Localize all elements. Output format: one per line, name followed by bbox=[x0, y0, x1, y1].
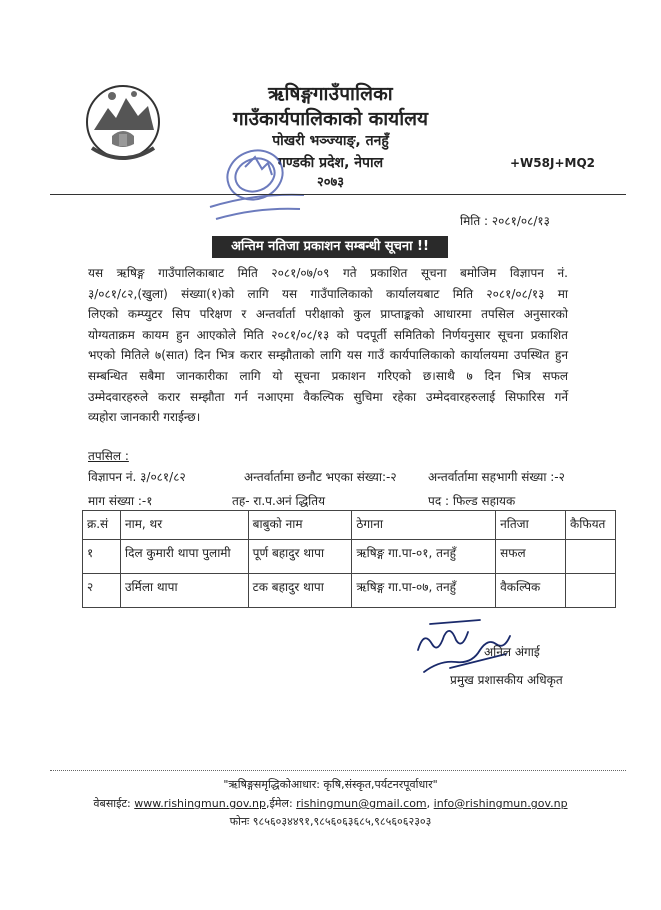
header-divider bbox=[50, 194, 626, 195]
email-link-2[interactable]: info@rishingmun.gov.np bbox=[433, 797, 568, 810]
cell-remarks bbox=[566, 574, 616, 608]
website-label: वेबसाईट: bbox=[93, 797, 131, 810]
established-year: २०७३ bbox=[316, 175, 345, 190]
cell-name: दिल कुमारी थापा पुलामी bbox=[120, 540, 248, 574]
details-label: तपसिल : bbox=[88, 449, 129, 463]
office-stamp bbox=[200, 145, 310, 225]
cell-father-name: टक बहादुर थापा bbox=[248, 574, 352, 608]
cell-result: सफल bbox=[496, 540, 566, 574]
cell-result: वैकल्पिक bbox=[496, 574, 566, 608]
header-father-name: बाबुको नाम bbox=[248, 511, 352, 540]
body-line: यस ऋषिङ्ग गाउँपालिकाबाट मिति २०८१/०७/०९ गते प्रकाशित सूचना बमोजिम विज्ञापन नं. bbox=[88, 266, 568, 280]
cell-address: ऋषिङ्ग गा.पा-०७, तनहुँ bbox=[352, 574, 496, 608]
body-line: लिएको कम्प्युटर सिप परिक्षण र अन्तर्वार्ता परीक्षाको कुल प्राप्ताङ्कको आधारमा तपसिल अनुसारको bbox=[88, 307, 568, 322]
office-address: पोखरी भञ्ज्याङ्, तनहुँ bbox=[272, 133, 389, 149]
footer-divider bbox=[50, 770, 626, 771]
header-name: नाम, थर bbox=[120, 511, 248, 540]
header-result: नतिजा bbox=[496, 511, 566, 540]
notice-date: मिति : २०८१/०८/१३ bbox=[460, 214, 550, 228]
plus-code: +W58J+MQ2 bbox=[510, 156, 596, 170]
notice-title: अन्तिम नतिजा प्रकाशन सम्बन्धी सूचना !! bbox=[212, 236, 448, 258]
body-line: सम्बन्धित सबैमा जानकारीका लागि यो सूचना प्रकाशन गरिएको छ।साथै ७ दिन भित्र सफल bbox=[88, 368, 568, 383]
website-link[interactable]: www.rishingmun.gov.np bbox=[134, 797, 267, 810]
email-link-1[interactable]: rishingmun@gmail.com bbox=[296, 797, 427, 810]
results-table bbox=[82, 510, 616, 608]
cell-remarks bbox=[566, 540, 616, 574]
signatory-name: अनिल अंगाई bbox=[484, 645, 540, 659]
body-line: ३/०८१/८२,(खुला) संख्या(१)को लागि यस गाउँपालिकाको कार्यालयबाट मिति २०८१/०८/१३ मा bbox=[88, 286, 568, 301]
municipality-name: ऋषिङ्गगाउँपालिका bbox=[268, 83, 393, 105]
header-remarks: कैफियत bbox=[566, 511, 616, 540]
post-level: तह- रा.प.अनं द्धितिय bbox=[232, 494, 326, 508]
footer-contact-web bbox=[0, 796, 661, 811]
cell-serial: २ bbox=[83, 574, 121, 608]
post-name: पद : फिल्ड सहायक bbox=[428, 494, 516, 508]
body-line: भएको मितिले ७(सात) दिन भित्र करार सम्झौताको लागि यस गाउँ कार्यपालिकाको कार्यालयमा उपस्थित हुन bbox=[88, 348, 568, 363]
footer-phone: फोनः ९८५६०३४४९१,९८५६०६३६८५,९८५६०६२३०३ bbox=[229, 815, 432, 828]
cell-name: उर्मिला थापा bbox=[120, 574, 248, 608]
header-serial: क्र.सं bbox=[83, 511, 121, 540]
body-line: व्यहोरा जानकारी गराईन्छ। bbox=[88, 410, 201, 425]
cell-father-name: पूर्ण बहादुर थापा bbox=[248, 540, 352, 574]
ad-number: विज्ञापन नं. ३/०८१/८२ bbox=[88, 470, 186, 484]
table-header-row bbox=[83, 511, 616, 540]
footer-motto: "ऋषिङ्गसमृद्धिकोआधार: कृषि,संस्कृत,पर्यटनरपूर्वाधार" bbox=[223, 778, 438, 791]
office-name: गाउँकार्यपालिकाको कार्यालय bbox=[232, 108, 429, 130]
participated-count: अन्तर्वार्तामा सहभागी संख्या :-२ bbox=[428, 470, 565, 484]
table-row bbox=[83, 574, 616, 608]
body-line: योग्यताक्रम कायम हुन आएकोले मिति २०८१/०८/१३ को पदपूर्ती समितिको निर्णयनुसार सूचना प्रकाशित bbox=[88, 327, 568, 342]
signatory-title: प्रमुख प्रशासकीय अधिकृत bbox=[450, 673, 563, 687]
email-label: ,ईमेल: bbox=[266, 797, 293, 810]
body-line: उम्मेदवारहरुले करार सम्झौता गर्न नआएमा वैकल्पिक सुचिमा रहेका उम्मेदवारहरुलाई सिफारिस गर्ने bbox=[88, 389, 568, 404]
cell-serial: १ bbox=[83, 540, 121, 574]
cell-address: ऋषिङ्ग गा.पा-०१, तनहुँ bbox=[352, 540, 496, 574]
email-separator: , bbox=[426, 797, 431, 810]
shortlisted-count: अन्तर्वार्तामा छनौट भएका संख्या:-२ bbox=[244, 470, 397, 484]
header-address: ठेगाना bbox=[352, 511, 496, 540]
province: गण्डकी प्रदेश, नेपाल bbox=[277, 155, 384, 171]
notice-body bbox=[88, 263, 568, 428]
table-row bbox=[83, 540, 616, 574]
demand-count: माग संख्या :-१ bbox=[88, 494, 153, 508]
